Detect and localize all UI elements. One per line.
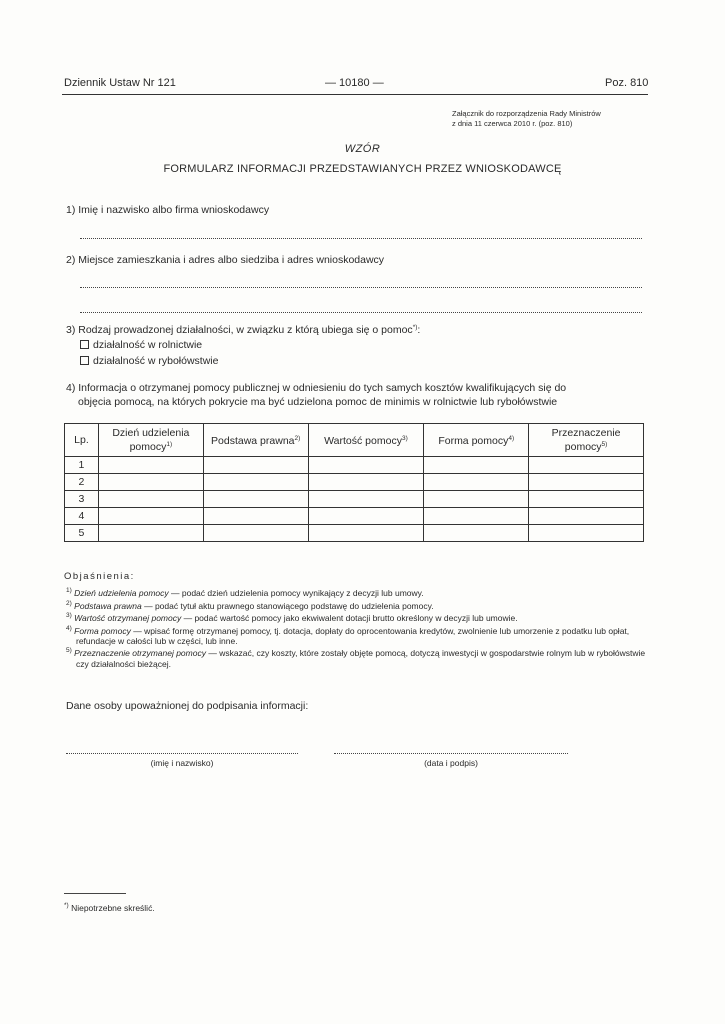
journal-name: Dziennik Ustaw Nr 121 (64, 77, 176, 89)
explanation-num: 4) (66, 624, 72, 632)
header-aid-form (424, 424, 529, 457)
footnote-mark: *) (64, 902, 69, 909)
section-4-line-2: objęcia pomocą, na których pokrycie ma być udzielona pomoc de minimis w rolnictwie lub rybołówstwie (78, 396, 558, 408)
header-grant-date (98, 424, 203, 457)
table-row (65, 491, 644, 508)
table-cell[interactable] (203, 525, 308, 542)
header-legal-basis-text: Podstawa prawna (211, 435, 295, 447)
explanation-term: Dzień udzielenia pomocy (74, 588, 169, 599)
option-fishery-label: działalność w rybołówstwie (93, 355, 219, 367)
table-cell[interactable] (98, 525, 203, 542)
annex-note (452, 109, 652, 129)
name-label: (imię i nazwisko) (150, 758, 214, 768)
template-label: WZÓR (344, 143, 381, 155)
table-cell[interactable] (529, 491, 644, 508)
section-4-line-1: 4) Informacja o otrzymanej pomocy publicznej w odniesieniu do tych samych kosztów kwalifikujących się do (66, 382, 567, 394)
header-grant-date-sup: 1) (166, 441, 173, 448)
table-cell[interactable] (308, 474, 424, 491)
date-signature-label: (data i podpis) (424, 758, 478, 768)
row-number: 3 (65, 491, 99, 508)
option-fishery[interactable] (80, 355, 218, 367)
section-2-label: 2) Miejsce zamieszkania i adres albo siedziba i adres wnioskodawcy (66, 254, 385, 266)
position-number: Poz. 810 (605, 77, 649, 89)
form-title: FORMULARZ INFORMACJI PRZEDSTAWIANYCH PRZEZ WNIOSKODAWCĘ (163, 163, 562, 175)
explanation-text: — podać dzień udzielenia pomocy wynikający z decyzji lub umowy. (168, 588, 424, 599)
explanation-item (64, 599, 650, 611)
header-aid-purpose (529, 424, 644, 457)
checkbox-agriculture[interactable] (80, 340, 89, 349)
annex-line-2: z dnia 11 czerwca 2010 r. (poz. 810) (452, 119, 573, 128)
explanation-term: Przeznaczenie otrzymanej pomocy (74, 648, 206, 659)
header-lp (65, 424, 99, 457)
header-aid-value (308, 424, 424, 457)
section-2-field-line-2[interactable] (80, 312, 642, 313)
table-cell[interactable] (203, 474, 308, 491)
section-2-field-line-1[interactable] (80, 287, 642, 288)
table-cell[interactable] (529, 457, 644, 474)
table-cell[interactable] (529, 474, 644, 491)
section-1-field[interactable] (80, 238, 642, 239)
authorized-person-label: Dane osoby upoważnionej do podpisania informacji: (66, 700, 309, 712)
table-cell[interactable] (308, 525, 424, 542)
section-1-label: 1) Imię i nazwisko albo firma wnioskodawcy (66, 204, 270, 216)
table-cell[interactable] (424, 525, 529, 542)
name-signature-field[interactable] (66, 753, 298, 754)
table-row (65, 474, 644, 491)
annex-line-1: Załącznik do rozporządzenia Rady Ministrów (452, 109, 601, 118)
table-row (65, 508, 644, 525)
table-cell[interactable] (203, 457, 308, 474)
footnote-rule (64, 893, 126, 894)
header-lp-text: Lp. (74, 434, 89, 446)
explanation-item (64, 611, 650, 623)
explanation-term: Podstawa prawna (74, 600, 142, 611)
section-3-label (66, 324, 420, 336)
explanation-num: 5) (66, 647, 72, 655)
header-legal-basis (203, 424, 308, 457)
header-legal-basis-sup: 2) (294, 435, 301, 442)
explanation-text: — wpisać formę otrzymanej pomocy, tj. dotacja, dopłaty do oprocentowania kredytów, zwolnienie lub umorzenie z podatku lub opłat, refundacje w całości lub w części, lub inne. (76, 625, 630, 647)
table-cell[interactable] (308, 508, 424, 525)
section-3-colon: : (417, 324, 421, 336)
row-number: 4 (65, 508, 99, 525)
footnote (64, 902, 155, 913)
aid-table (64, 423, 644, 542)
row-number: 2 (65, 474, 99, 491)
option-agriculture[interactable] (80, 339, 202, 351)
explanation-text: — wskazać, czy koszty, które zostały objęte pomocą, dotyczą inwestycji w gospodarstwie rolnym lub w rybołówstwie czy działalności bieżącej. (76, 648, 646, 669)
table-cell[interactable] (529, 525, 644, 542)
explanation-item (64, 624, 650, 647)
table-cell[interactable] (98, 491, 203, 508)
page-number: — 10180 — (325, 77, 384, 89)
section-3-text: 3) Rodzaj prowadzonej działalności, w związku z którą ubiega się o pomoc (66, 324, 413, 336)
table-cell[interactable] (529, 508, 644, 525)
header-rule (62, 94, 648, 95)
table-row (65, 457, 644, 474)
table-header-row (65, 424, 644, 457)
explanation-term: Forma pomocy (74, 625, 131, 636)
header-aid-value-text: Wartość pomocy (324, 435, 402, 447)
table-cell[interactable] (424, 474, 529, 491)
table-cell[interactable] (424, 457, 529, 474)
header-aid-form-sup: 4) (508, 435, 515, 442)
explanation-num: 2) (66, 599, 72, 607)
checkbox-fishery[interactable] (80, 356, 89, 365)
explanation-item (64, 646, 650, 669)
row-number: 1 (65, 457, 99, 474)
explanation-text: — podać wartość pomocy jako ekwiwalent dotacji brutto określony w decyzji lub umowie. (181, 613, 518, 624)
table-cell[interactable] (308, 491, 424, 508)
table-cell[interactable] (424, 491, 529, 508)
table-cell[interactable] (98, 457, 203, 474)
table-cell[interactable] (203, 508, 308, 525)
table-cell[interactable] (308, 457, 424, 474)
footnote-text: Niepotrzebne skreślić. (68, 903, 155, 913)
header-grant-date-text: Dzień udzielenia pomocy (112, 427, 190, 453)
header-aid-form-text: Forma pomocy (438, 435, 509, 447)
table-row (65, 525, 644, 542)
header-aid-purpose-text: Przeznaczenie pomocy (551, 427, 621, 453)
explanation-num: 3) (66, 612, 72, 620)
header-aid-purpose-sup: 5) (601, 441, 608, 448)
option-agriculture-label: działalność w rolnictwie (93, 339, 203, 351)
section-3-footnote-mark: *) (412, 324, 418, 331)
explanations (64, 572, 650, 669)
table-cell[interactable] (203, 491, 308, 508)
row-number: 5 (65, 525, 99, 542)
date-signature-field[interactable] (334, 753, 568, 754)
explanation-term: Wartość otrzymanej pomocy (74, 613, 182, 624)
table-cell[interactable] (98, 474, 203, 491)
explanations-heading: Objaśnienia: (64, 571, 135, 582)
table-cell[interactable] (424, 508, 529, 525)
explanation-text: — podać tytuł aktu prawnego stanowiącego podstawę do udzielenia pomocy. (141, 600, 434, 611)
table-cell[interactable] (98, 508, 203, 525)
header-aid-value-sup: 3) (401, 435, 408, 442)
explanation-num: 1) (66, 587, 72, 595)
explanation-item (64, 586, 650, 598)
